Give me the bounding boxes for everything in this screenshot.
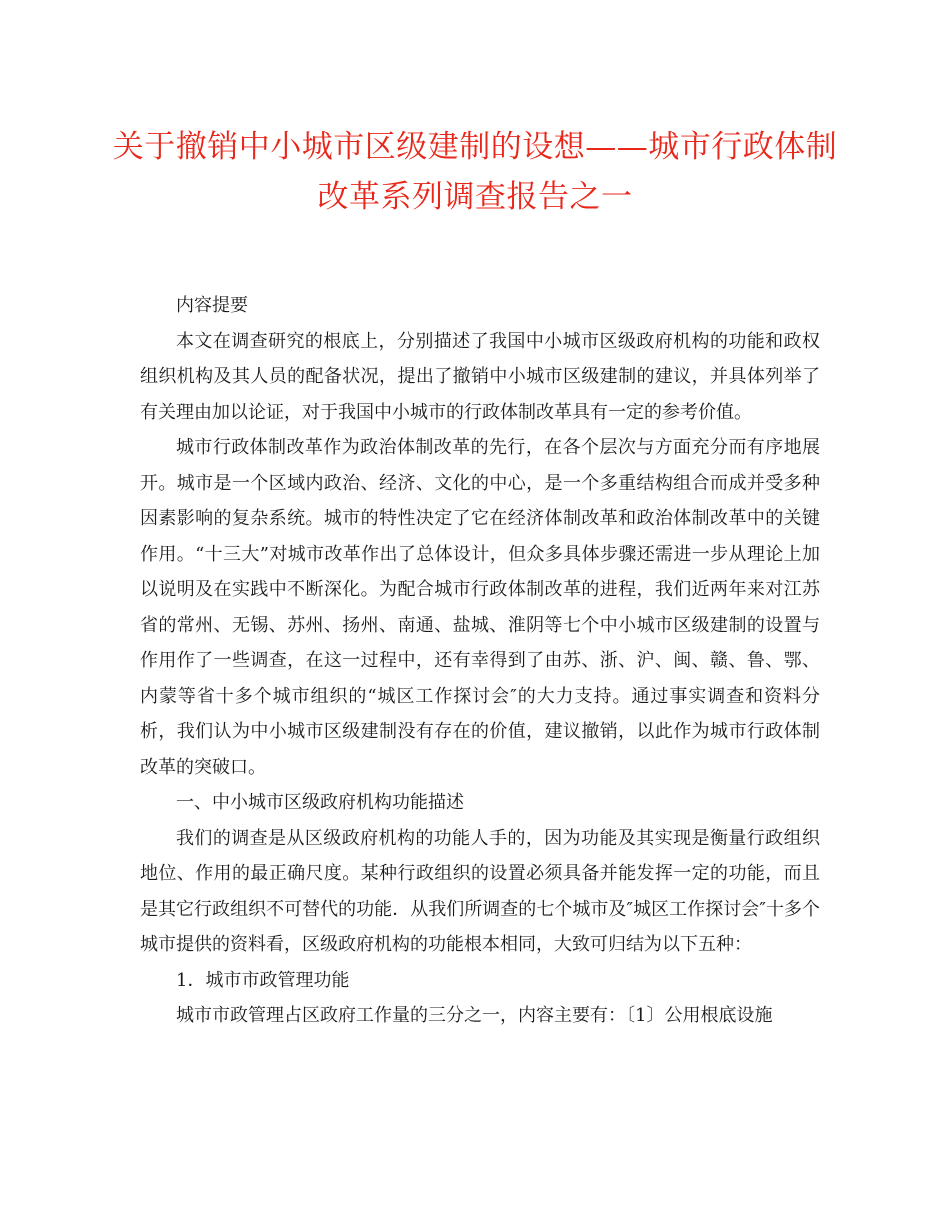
section-heading-1: 一、中小城市区级政府机构功能描述 [176,792,464,813]
paragraph-abstract: 本文在调查研究的根底上，分别描述了我国中小城市区级政府机构的功能和政权组织机构及其人员的配备状况，提出了撤销中小城市区级建制的建议，并具体列举了有关理由加以论证，对于我国中小城市的行政体制改革具有一定的参考价值。 [140,330,820,423]
section-heading-summary: 内容提要 [176,295,248,316]
document-title: 关于撤销中小城市区级建制的设想——城市行政体制改革系列调查报告之一 [112,129,838,215]
subsection-heading-1: 1．城市市政管理功能 [176,969,350,991]
paragraph-introduction: 城市行政体制改革作为政治体制改革的先行，在各个层次与方面充分而有序地展开。城市是一个区域内政治、经济、文化的中心，是一个多重结构组合而成并受多种因素影响的复杂系统。城市的特性决定了它在经济体制改革和政治体制改革中的关键作用。“十三大”对城市改革作出了总体设计，但众多具体步骤还需进一步从理论上加以说明及在实践中不断深化。为配合城市行政体制改革的进程，我们近两年来对江苏省的常州、无锡、苏州、扬州、南通、盐城、淮阴等七个中小城市区级建制的设置与作用作了一些调查，在这一过程中，还有幸得到了由苏、浙、沪、闽、赣、鲁、鄂、内蒙等省十多个城市组织的“城区工作探讨会″的大力支持。通过事实调查和资料分析，我们认为中小城市区级建制没有存在的价值，建议撤销，以此作为城市行政体制改革的突破口。 [140,437,820,778]
paragraph-subsection-1: 城市市政管理占区政府工作量的三分之一，内容主要有：〔1〕公用根底设施 [176,1005,773,1026]
paragraph-section-1: 我们的调查是从区级政府机构的功能人手的，因为功能及其实现是衡量行政组织地位、作用的最正确尺度。某种行政组织的设置必须具备并能发挥一定的功能，而且是其它行政组织不可替代的功能．从我们所调查的七个城市及″城区工作探讨会″十多个城市提供的资料看，区级政府机构的功能根本相同，大致可归结为以下五种： [140,827,820,955]
document-body [140,288,820,1034]
